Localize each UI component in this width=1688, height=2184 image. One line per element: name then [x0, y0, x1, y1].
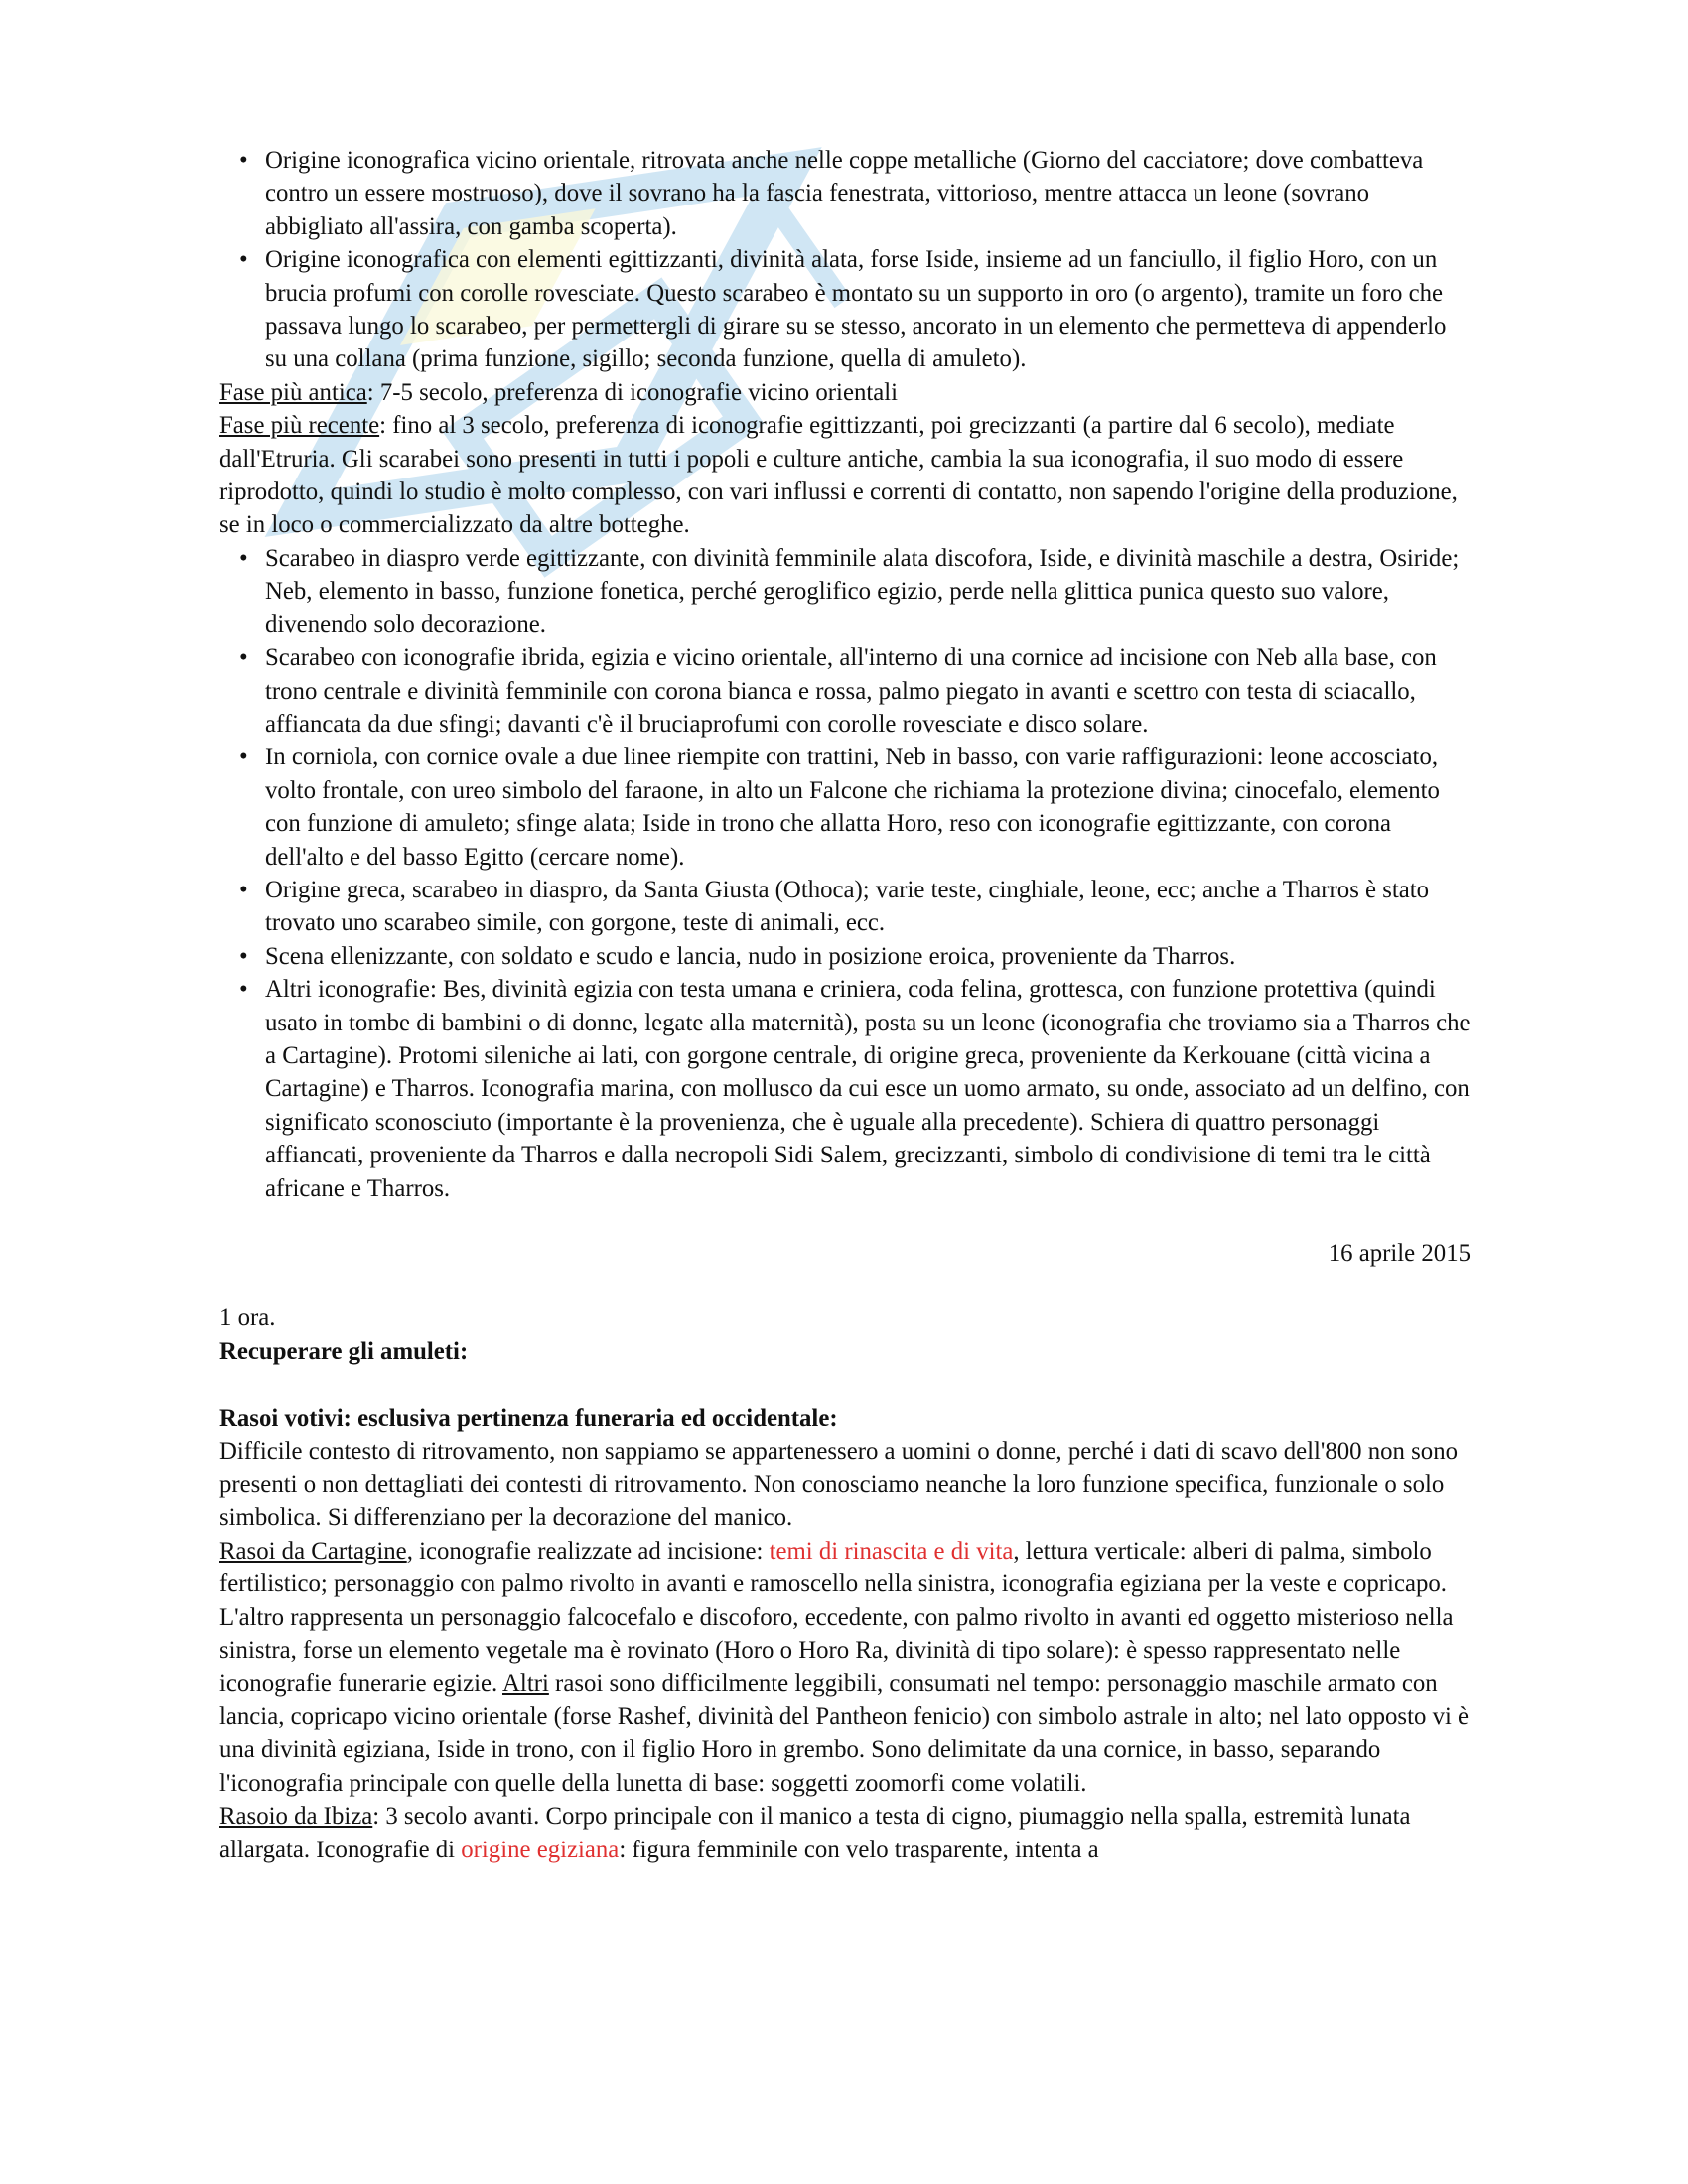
- heading-amuleti: Recuperare gli amuleti:: [219, 1337, 469, 1365]
- lesson-date: 16 aprile 2015: [1328, 1240, 1471, 1267]
- list-item: • In corniola, con cornice ovale a due linee riempite con trattini, Neb in basso, con varie raffigurazioni: leone accosciato, volto frontale, con ureo simbolo del faraone, in alto un Falcone che richiama la protezione divina; cinocefalo, elemento con funzione di amuleto; sfinge alata; Iside in trono che allatta Horo, reso con iconografie egittizzante, con corona dell'alto e del basso Egitto (cercare nome).: [219, 741, 1471, 874]
- ibiza-text-2: : figura femminile con velo trasparente, intenta a: [619, 1836, 1099, 1863]
- list-item: • Scena ellenizzante, con soldato e scudo e lancia, nudo in posizione eroica, proveniente da Tharros.: [219, 940, 1471, 973]
- cartagine-paragraph: [219, 1535, 1471, 1800]
- ibiza-text-1: : 3 secolo avanti. Corpo principale con il manico a testa di cigno, piumaggio nella spalla, estremità lunata allargata. Iconografie di: [219, 1803, 1411, 1863]
- fase-recente-text: : fino al 3 secolo, preferenza di iconografie egittizzanti, poi grecizzanti (a partire dal 6 secolo), mediate dall'Etruria. Gli scarabei sono presenti in tutti i popoli e culture antiche, cambia la sua iconografia, il suo modo di essere riprodotto, quindi lo studio è molto complesso, con vari influssi e correnti di contatto, non sapendo l'origine della produzione, se in loco o commercializzato da altre botteghe.: [219, 412, 1458, 539]
- fase-antica-label: Fase più antica: [219, 378, 367, 406]
- fase-recente-paragraph: [219, 409, 1471, 542]
- fase-antica-text: : 7-5 secolo, preferenza di iconografie vicino orientali: [366, 378, 899, 406]
- fase-antica-paragraph: [219, 376, 1471, 409]
- bullet-list-1: [219, 144, 1471, 376]
- fase-recente-label: Fase più recente: [219, 412, 380, 440]
- duration-note: 1 ora.: [219, 1304, 276, 1332]
- document-page: [219, 144, 1471, 1866]
- cartagine-text-3: rasoi sono difficilmente leggibili, consumati nel tempo: personaggio maschile armato con lancia, copricapo vicino orientale (forse Rashef, divinità del Pantheon fenicio) con simbolo astrale in alto; nel lato opposto vi è una divinità egiziana, Iside in trono, con il figlio Horo in grembo. Sono delimitate da una cornice, in basso, separando l'iconografia principale con quelle della lunetta di base: soggetti zoomorfi come volatili.: [219, 1670, 1470, 1797]
- list-item: • Altri iconografie: Bes, divinità egizia con testa umana e criniera, coda felina, grottesca, con funzione protettiva (quindi usato in tombe di bambini o di donne, legate alla maternità), posta su un leone (iconografia che troviamo sia a Tharros che a Cartagine). Protomi sileniche ai lati, con gorgone centrale, di origine greca, proveniente da Kerkouane (città vicina a Cartagine) e Tharros. Iconografia marina, con mollusco da cui esce un uomo armato, su onde, associato ad un delfino, con significato sconosciuto (importante è la provenienza, che è uguale alla precedente). Schiera di quattro personaggi affiancati, proveniente da Tharros e dalla necropoli Sidi Salem, grecizzanti, simbolo di condivisione di temi tra le città africane e Tharros.: [219, 973, 1471, 1205]
- ibiza-label: Rasoio da Ibiza: [219, 1803, 373, 1831]
- altri-label: Altri: [502, 1670, 549, 1698]
- list-item: • Origine iconografica con elementi egittizzanti, divinità alata, forse Iside, insieme ad un fanciullo, il figlio Horo, con un brucia profumi con corolle rovesciate. Questo scarabeo è montato su un supporto in oro (o argento), tramite un foro che passava lungo lo scarabeo, per permettergli di girare su se stesso, ancorato in un elemento che permetteva di appenderlo su una collana (prima funzione, sigillo; seconda funzione, quella di amuleto).: [219, 243, 1471, 376]
- list-item: • Origine iconografica vicino orientale, ritrovata anche nelle coppe metalliche (Giorno del cacciatore; dove combatteva contro un essere mostruoso), dove il sovrano ha la fascia fenestrata, vittorioso, mentre attacca un leone (sovrano abbigliato all'assira, con gamba scoperta).: [219, 144, 1471, 243]
- bullet-list-2: [219, 542, 1471, 1205]
- ibiza-highlight: origine egiziana: [461, 1836, 620, 1863]
- list-item: • Scarabeo con iconografie ibrida, egizia e vicino orientale, all'interno di una cornice ad incisione con Neb alla base, con trono centrale e divinità femminile con corona bianca e rossa, palmo piegato in avanti e scettro con testa di sciacallo, affiancata da due sfingi; davanti c'è il bruciaprofumi con corolle rovesciate e disco solare.: [219, 641, 1471, 741]
- cartagine-text-1: , iconografie realizzate ad incisione:: [406, 1537, 770, 1565]
- cartagine-label: Rasoi da Cartagine: [219, 1537, 407, 1565]
- cartagine-highlight: temi di rinascita e di vita: [769, 1537, 1014, 1565]
- rasoi-intro-paragraph: Difficile contesto di ritrovamento, non sappiamo se appartenessero a uomini o donne, perché i dati di scavo dell'800 non sono presenti o non dettagliati dei contesti di ritrovamento. Non conosciamo neanche la loro funzione specifica, funzionale o solo simbolica. Si differenziano per la decorazione del manico.: [219, 1437, 1458, 1532]
- heading-rasoi: Rasoi votivi: esclusiva pertinenza funeraria ed occidentale:: [219, 1405, 838, 1433]
- list-item: • Scarabeo in diaspro verde egittizzante, con divinità femminile alata discofora, Iside, e divinità maschile a destra, Osiride; Neb, elemento in basso, funzione fonetica, perché geroglifico egizio, perde nella glittica punica questo suo valore, divenendo solo decorazione.: [219, 542, 1471, 641]
- list-item: • Origine greca, scarabeo in diaspro, da Santa Giusta (Othoca); varie teste, cinghiale, leone, ecc; anche a Tharros è stato trovato uno scarabeo simile, con gorgone, teste di animali, ecc.: [219, 874, 1471, 940]
- ibiza-paragraph: [219, 1800, 1471, 1866]
- cartagine-text-2: , lettura verticale: alberi di palma, simbolo fertilistico; personaggio con palmo rivolto in avanti e ramoscello nella sinistra, iconografia egiziana per la veste e copricapo. L'altro rappresenta un personaggio falcocefalo e discoforo, eccedente, con palmo rivolto in avanti ed oggetto misterioso nella sinistra, forse un elemento vegetale ma è rovinato (Horo o Horo Ra, divinità di tipo solare): è spesso rappresentato nelle iconografie funerarie egizie.: [219, 1537, 1454, 1698]
